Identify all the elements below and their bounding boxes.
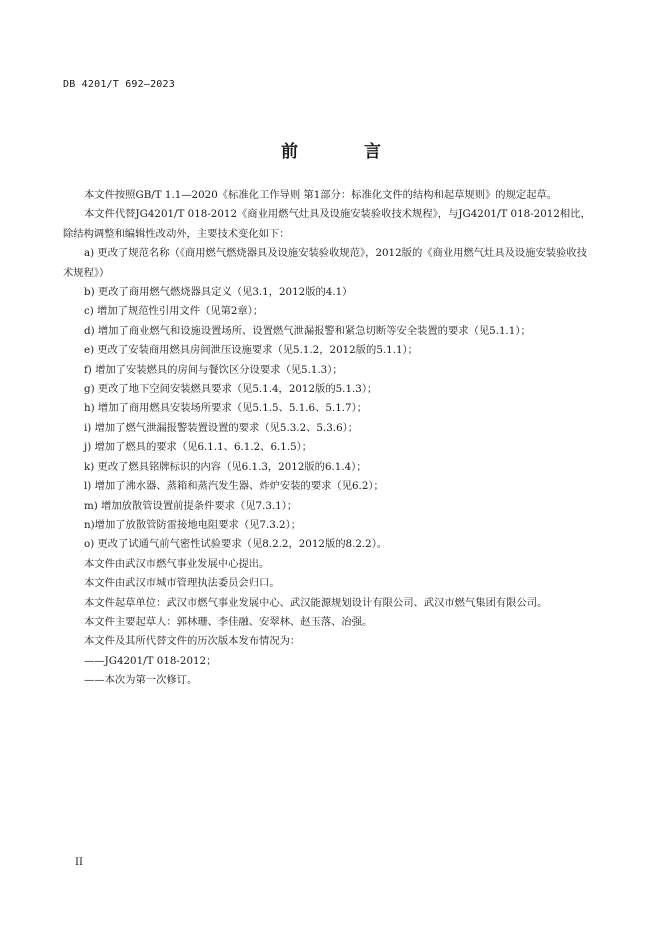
change-item-o: o) 更改了试通气前气密性试验要求（见8.2.2，2012版的8.2.2）。 [84, 538, 388, 551]
change-item-l: l) 增加了沸水器、蒸箱和蒸汽发生器、炸炉安装的要求（见6.2）； [84, 480, 384, 493]
standard-code: DB 4201/T 692—2023 [63, 79, 175, 90]
change-item-d: d) 增加了商业燃气和设施设置场所、设置燃气泄漏报警和紧急切断等安全装置的要求（见5.1.1）； [84, 324, 531, 337]
version-history-item-2: ——本次为第一次修订。 [84, 674, 198, 687]
paragraph-replacement: 本文件代替JG4201/T 018-2012《商业用燃气灶具及设施安装验收技术规程》，与JG4201/T 018-2012相比，除结构调整和编辑性改动外，主要技术变化如下： [63, 208, 591, 240]
page-number: II [75, 857, 83, 868]
paragraph-version-history: 本文件及其所代替文件的历次版本发布情况为： [84, 635, 301, 648]
version-history-item-1: ——JG4201/T 018-2012； [84, 654, 217, 667]
change-item-c: c) 增加了规范性引用文件（见第2章）； [84, 305, 264, 318]
change-item-i: i) 增加了燃气泄漏报警装置设置的要求（见5.3.2、5.3.6）； [84, 421, 359, 434]
page-title: 前 言 [281, 142, 411, 162]
paragraph-proposer: 本文件由武汉市燃气事业发展中心提出。 [84, 557, 270, 570]
foreword-body [63, 186, 591, 691]
change-item-h: h) 增加了商用燃具安装场所要求（见5.1.5、5.1.6、5.1.7）； [84, 402, 368, 415]
change-item-e: e) 更改了安装商用燃具房间泄压设施要求（见5.1.2，2012版的5.1.1）； [84, 344, 418, 357]
paragraph-drafters: 本文件主要起草人：郭林珊、李佳融、安翠林、赵玉落、冶强。 [84, 615, 373, 628]
paragraph-drafting-basis: 本文件按照GB/T 1.1—2020《标准化工作导则 第1部分：标准化文件的结构和起草规则》的规定起草。 [84, 189, 558, 201]
change-item-m: m) 增加放散管设置前提条件要求（见7.3.1）； [84, 499, 298, 512]
change-item-a: a) 更改了规范名称（《商用燃气燃烧器具及设施安装验收规范》，2012版的《商业用燃气灶具及设施安装验收技术规程》） [63, 247, 587, 279]
change-item-k: k) 更改了燃具铭牌标识的内容（见6.1.3，2012版的6.1.4）； [84, 460, 367, 473]
change-item-n: n)增加了放散管防雷接地电阻要求（见7.3.2）； [84, 518, 302, 531]
change-item-f: f) 增加了安装燃具的房间与餐饮区分设要求（见5.1.3）； [84, 363, 343, 376]
paragraph-administrator: 本文件由武汉市城市管理执法委员会归口。 [84, 577, 280, 590]
paragraph-drafting-units: 本文件起草单位：武汉市燃气事业发展中心、武汉能源规划设计有限公司、武汉市燃气集团有限公司。 [84, 596, 548, 609]
change-item-b: b) 更改了商用燃气燃烧器具定义（见3.1，2012版的4.1） [84, 286, 353, 299]
change-item-g: g) 更改了地下空间安装燃具要求（见5.1.4，2012版的5.1.3）； [84, 383, 378, 396]
change-item-j: j) 增加了燃具的要求（见6.1.1、6.1.2、6.1.5）； [84, 441, 313, 454]
